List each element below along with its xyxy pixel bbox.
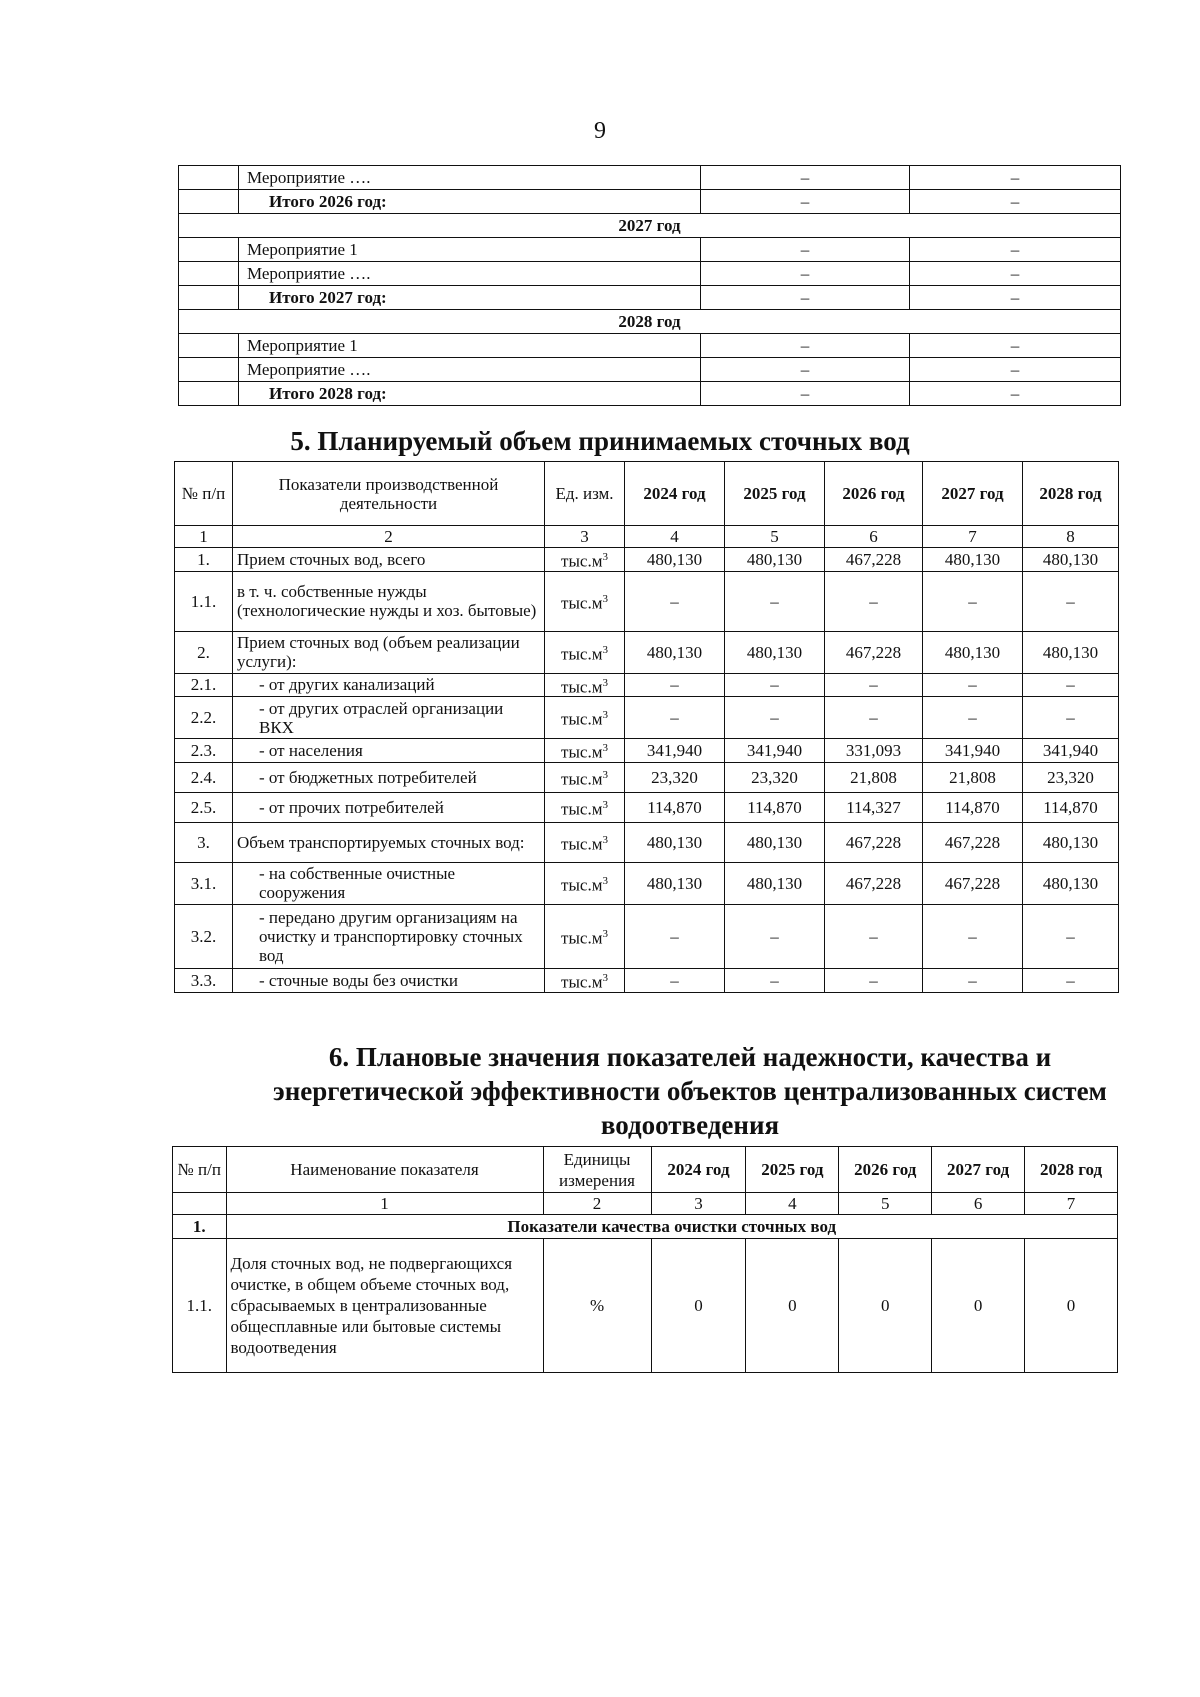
row-num xyxy=(179,382,239,406)
header-unit: Единицы измерения xyxy=(543,1147,651,1193)
value-cell: – xyxy=(701,286,910,310)
table-row xyxy=(179,310,1121,334)
value-cell: 480,130 xyxy=(923,631,1023,673)
value-cell: 341,940 xyxy=(923,739,1023,763)
events-table xyxy=(178,165,1121,406)
unit-text: тыс.м xyxy=(561,742,603,762)
col-number: 7 xyxy=(923,526,1023,548)
col-number: 5 xyxy=(839,1193,932,1215)
table-row xyxy=(175,548,1119,572)
indicator-name: Прием сточных вод (объем реализации услуги): xyxy=(233,631,545,673)
header-name: Наименование показателя xyxy=(226,1147,543,1193)
value-cell: 467,228 xyxy=(923,862,1023,904)
col-number: 5 xyxy=(725,526,825,548)
value-cell: – xyxy=(1023,904,1119,968)
unit-cell xyxy=(545,968,625,992)
value-cell: – xyxy=(910,286,1121,310)
year-heading: 2027 год xyxy=(179,214,1121,238)
row-num: 2.2. xyxy=(175,697,233,739)
value-cell: – xyxy=(923,673,1023,697)
table-row xyxy=(175,571,1119,631)
unit-cell xyxy=(545,548,625,572)
value-cell: – xyxy=(725,673,825,697)
unit-text: тыс.м xyxy=(561,551,603,571)
total-label: Итого 2026 год: xyxy=(239,190,701,214)
header-year: 2026 год xyxy=(839,1147,932,1193)
value-cell: – xyxy=(910,334,1121,358)
row-num: 2.5. xyxy=(175,792,233,822)
indicator-name: - сточные воды без очистки xyxy=(233,968,545,992)
table-row xyxy=(179,286,1121,310)
unit-text: тыс.м xyxy=(561,644,603,664)
value-cell: 480,130 xyxy=(1023,548,1119,572)
indicator-name: - на собственные очистные сооружения xyxy=(233,862,545,904)
indicator-name: - передано другим организациям на очистку и транспортировку сточных вод xyxy=(233,904,545,968)
table-row xyxy=(179,190,1121,214)
value-cell: – xyxy=(625,571,725,631)
indicator-name: Доля сточных вод, не подвергающихся очистке, в общем объеме сточных вод, сбрасываемых в централизованные общесплавные или бытовые системы водоотведения xyxy=(226,1239,543,1373)
unit-cell xyxy=(545,571,625,631)
unit-exponent: 3 xyxy=(602,928,608,941)
value-cell: – xyxy=(825,673,923,697)
row-num xyxy=(179,166,239,190)
value-cell: 480,130 xyxy=(625,862,725,904)
header-indicator: Показатели производственной деятельности xyxy=(233,462,545,526)
value-cell: 0 xyxy=(839,1239,932,1373)
unit-cell xyxy=(545,762,625,792)
value-cell: – xyxy=(1023,697,1119,739)
indicator-name: - от других канализаций xyxy=(233,673,545,697)
header-year: 2027 год xyxy=(923,462,1023,526)
header-num: № п/п xyxy=(173,1147,227,1193)
unit-cell xyxy=(545,631,625,673)
unit-cell xyxy=(545,739,625,763)
value-cell: – xyxy=(701,382,910,406)
unit-text: тыс.м xyxy=(561,799,603,819)
table-row xyxy=(179,358,1121,382)
header-year: 2024 год xyxy=(651,1147,746,1193)
row-num xyxy=(179,334,239,358)
row-num: 1.1. xyxy=(175,571,233,631)
row-num xyxy=(179,238,239,262)
value-cell: – xyxy=(701,190,910,214)
value-cell: – xyxy=(825,904,923,968)
header-unit: Ед. изм. xyxy=(545,462,625,526)
value-cell: 480,130 xyxy=(725,862,825,904)
header-year: 2025 год xyxy=(725,462,825,526)
header-year: 2026 год xyxy=(825,462,923,526)
unit-cell xyxy=(545,792,625,822)
unit-text: тыс.м xyxy=(561,875,603,895)
unit-exponent: 3 xyxy=(602,676,608,689)
value-cell: – xyxy=(910,382,1121,406)
value-cell: – xyxy=(1023,968,1119,992)
table-row xyxy=(179,166,1121,190)
value-cell: 467,228 xyxy=(825,631,923,673)
wastewater-volume-table xyxy=(174,461,1119,993)
row-num: 3.2. xyxy=(175,904,233,968)
group-title: Показатели качества очистки сточных вод xyxy=(226,1215,1118,1239)
table-row xyxy=(175,631,1119,673)
value-cell: 480,130 xyxy=(625,548,725,572)
value-cell: – xyxy=(923,968,1023,992)
col-number: 6 xyxy=(932,1193,1025,1215)
table-row xyxy=(179,334,1121,358)
value-cell: 480,130 xyxy=(625,822,725,862)
unit-exponent: 3 xyxy=(602,709,608,722)
col-number: 4 xyxy=(746,1193,839,1215)
value-cell: – xyxy=(1023,673,1119,697)
event-name: Мероприятие …. xyxy=(239,166,701,190)
col-number: 1 xyxy=(226,1193,543,1215)
unit-exponent: 3 xyxy=(602,551,608,563)
value-cell: 467,228 xyxy=(825,548,923,572)
value-cell: – xyxy=(910,166,1121,190)
value-cell: – xyxy=(1023,571,1119,631)
table-row xyxy=(175,739,1119,763)
value-cell: 0 xyxy=(746,1239,839,1373)
unit-cell xyxy=(545,904,625,968)
unit-exponent: 3 xyxy=(602,971,608,984)
header-num: № п/п xyxy=(175,462,233,526)
header-year: 2025 год xyxy=(746,1147,839,1193)
value-cell: 0 xyxy=(1025,1239,1118,1373)
value-cell: 23,320 xyxy=(625,762,725,792)
row-num xyxy=(179,262,239,286)
unit-cell xyxy=(545,822,625,862)
unit-text: тыс.м xyxy=(561,928,603,948)
value-cell: – xyxy=(701,166,910,190)
value-cell: 480,130 xyxy=(625,631,725,673)
col-number: 8 xyxy=(1023,526,1119,548)
value-cell: 21,808 xyxy=(825,762,923,792)
value-cell: 114,870 xyxy=(625,792,725,822)
value-cell: 0 xyxy=(932,1239,1025,1373)
col-number: 3 xyxy=(545,526,625,548)
row-num xyxy=(179,190,239,214)
value-cell: 480,130 xyxy=(1023,631,1119,673)
col-number: 7 xyxy=(1025,1193,1118,1215)
value-cell: 21,808 xyxy=(923,762,1023,792)
value-cell: – xyxy=(625,697,725,739)
total-label: Итого 2027 год: xyxy=(239,286,701,310)
unit-text: тыс.м xyxy=(561,769,603,789)
value-cell: – xyxy=(825,571,923,631)
unit-exponent: 3 xyxy=(602,643,608,656)
unit-cell xyxy=(545,862,625,904)
value-cell: 480,130 xyxy=(1023,862,1119,904)
value-cell: – xyxy=(625,904,725,968)
value-cell: 467,228 xyxy=(923,822,1023,862)
unit-text: тыс.м xyxy=(561,677,603,697)
row-num: 2. xyxy=(175,631,233,673)
indicator-name: - от прочих потребителей xyxy=(233,792,545,822)
unit-text: тыс.м xyxy=(561,834,603,854)
value-cell: – xyxy=(725,904,825,968)
page-number: 9 xyxy=(594,118,606,144)
value-cell: – xyxy=(725,968,825,992)
unit-text: тыс.м xyxy=(561,710,603,730)
indicator-name: Объем транспортируемых сточных вод: xyxy=(233,822,545,862)
value-cell: 480,130 xyxy=(725,822,825,862)
value-cell: – xyxy=(625,968,725,992)
unit-exponent: 3 xyxy=(602,875,608,888)
value-cell: 114,327 xyxy=(825,792,923,822)
value-cell: – xyxy=(701,262,910,286)
table-row xyxy=(175,968,1119,992)
year-heading: 2028 год xyxy=(179,310,1121,334)
indicator-name: Прием сточных вод, всего xyxy=(233,548,545,572)
value-cell: 480,130 xyxy=(725,548,825,572)
row-num: 1.1. xyxy=(173,1239,227,1373)
col-number: 1 xyxy=(175,526,233,548)
value-cell: – xyxy=(625,673,725,697)
value-cell: – xyxy=(725,697,825,739)
row-num: 2.4. xyxy=(175,762,233,792)
table-row xyxy=(173,1239,1118,1373)
unit-text: тыс.м xyxy=(561,593,603,613)
indicator-name: - от бюджетных потребителей xyxy=(233,762,545,792)
col-number: 6 xyxy=(825,526,923,548)
value-cell: 114,870 xyxy=(1023,792,1119,822)
col-number-empty xyxy=(173,1193,227,1215)
value-cell: 23,320 xyxy=(1023,762,1119,792)
table-row xyxy=(175,822,1119,862)
table-row xyxy=(175,862,1119,904)
table-row xyxy=(179,238,1121,262)
section6-title: 6. Плановые значения показателей надежности, качества и энергетической эффективности объектов централизованных систем водоотведения xyxy=(273,1042,1107,1140)
value-cell: – xyxy=(725,571,825,631)
row-num: 2.1. xyxy=(175,673,233,697)
event-name: Мероприятие …. xyxy=(239,262,701,286)
table-row xyxy=(175,673,1119,697)
value-cell: 341,940 xyxy=(1023,739,1119,763)
value-cell: – xyxy=(910,262,1121,286)
value-cell: 467,228 xyxy=(825,862,923,904)
unit-exponent: 3 xyxy=(602,799,608,812)
value-cell: – xyxy=(701,358,910,382)
event-name: Мероприятие 1 xyxy=(239,334,701,358)
row-num: 3.1. xyxy=(175,862,233,904)
header-year: 2028 год xyxy=(1025,1147,1118,1193)
row-num xyxy=(179,286,239,310)
table-row xyxy=(175,904,1119,968)
row-num: 3. xyxy=(175,822,233,862)
header-year: 2028 год xyxy=(1023,462,1119,526)
row-num: 2.3. xyxy=(175,739,233,763)
total-label: Итого 2028 год: xyxy=(239,382,701,406)
value-cell: – xyxy=(701,334,910,358)
unit-exponent: 3 xyxy=(602,592,608,605)
col-number: 3 xyxy=(651,1193,746,1215)
reliability-indicators-table xyxy=(172,1146,1118,1373)
value-cell: 480,130 xyxy=(923,548,1023,572)
indicator-name: в т. ч. собственные нужды (технологические нужды и хоз. бытовые) xyxy=(233,571,545,631)
value-cell: 23,320 xyxy=(725,762,825,792)
header-year: 2027 год xyxy=(932,1147,1025,1193)
table-row xyxy=(175,792,1119,822)
unit-exponent: 3 xyxy=(602,742,608,755)
value-cell: – xyxy=(701,238,910,262)
value-cell: 341,940 xyxy=(625,739,725,763)
value-cell: – xyxy=(910,238,1121,262)
unit-cell xyxy=(545,697,625,739)
indicator-name: - от других отраслей организации ВКХ xyxy=(233,697,545,739)
unit-cell xyxy=(545,673,625,697)
value-cell: – xyxy=(825,697,923,739)
value-cell: 480,130 xyxy=(725,631,825,673)
value-cell: – xyxy=(923,904,1023,968)
value-cell: 341,940 xyxy=(725,739,825,763)
table-row xyxy=(179,382,1121,406)
row-num: 1. xyxy=(175,548,233,572)
header-year: 2024 год xyxy=(625,462,725,526)
row-num: 3.3. xyxy=(175,968,233,992)
value-cell: 331,093 xyxy=(825,739,923,763)
indicator-name: - от населения xyxy=(233,739,545,763)
value-cell: 114,870 xyxy=(923,792,1023,822)
event-name: Мероприятие …. xyxy=(239,358,701,382)
unit-cell: % xyxy=(543,1239,651,1373)
col-number: 2 xyxy=(543,1193,651,1215)
row-num xyxy=(179,358,239,382)
unit-text: тыс.м xyxy=(561,972,603,992)
value-cell: – xyxy=(910,358,1121,382)
section5-title: 5. Планируемый объем принимаемых сточных вод xyxy=(290,426,910,456)
value-cell: 480,130 xyxy=(1023,822,1119,862)
value-cell: 114,870 xyxy=(725,792,825,822)
value-cell: 0 xyxy=(651,1239,746,1373)
event-name: Мероприятие 1 xyxy=(239,238,701,262)
unit-exponent: 3 xyxy=(602,769,608,782)
value-cell: 467,228 xyxy=(825,822,923,862)
table-row xyxy=(175,697,1119,739)
col-number: 4 xyxy=(625,526,725,548)
col-number: 2 xyxy=(233,526,545,548)
table-row xyxy=(179,262,1121,286)
table-row xyxy=(179,214,1121,238)
unit-exponent: 3 xyxy=(602,834,608,847)
value-cell: – xyxy=(825,968,923,992)
value-cell: – xyxy=(923,571,1023,631)
value-cell: – xyxy=(910,190,1121,214)
table-row xyxy=(175,762,1119,792)
value-cell: – xyxy=(923,697,1023,739)
group-num: 1. xyxy=(173,1215,227,1239)
